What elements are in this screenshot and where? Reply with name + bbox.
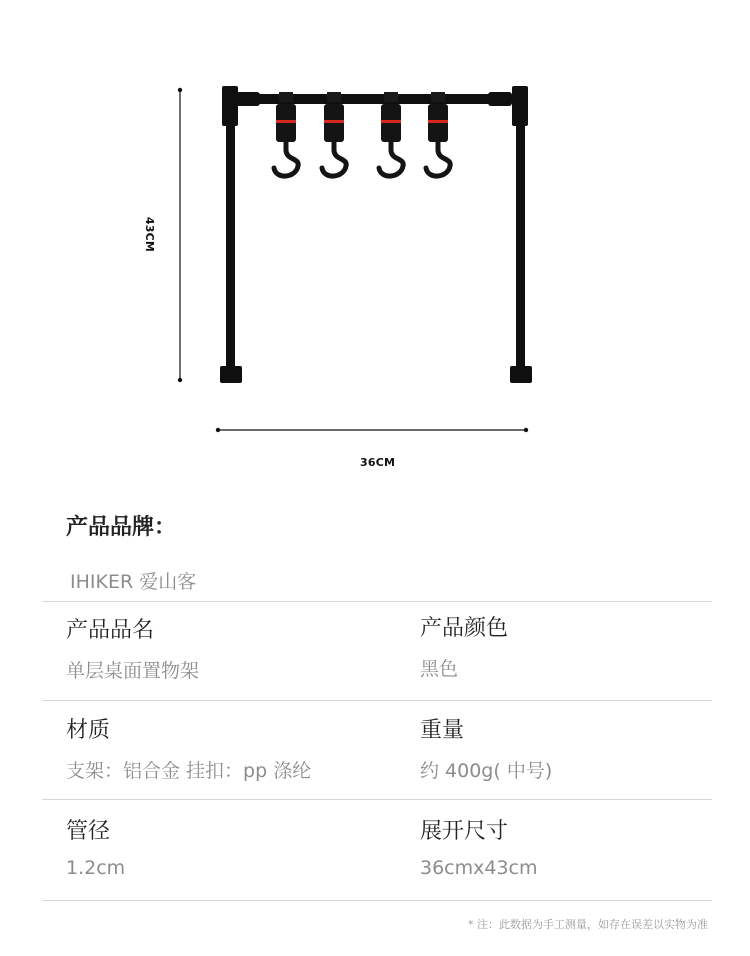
brand-value: IHIKER 爱山客 xyxy=(70,571,197,593)
divider xyxy=(42,700,712,701)
spec-label: 产品颜色 xyxy=(420,616,509,641)
spec-label: 管径 xyxy=(66,819,111,844)
spec-value: 36cmx43cm xyxy=(420,857,538,879)
spec-value: 单层桌面置物架 xyxy=(66,660,200,682)
spec-product-name xyxy=(66,613,366,683)
spec-value: 约 400g( 中号) xyxy=(420,760,553,782)
spec-label: 展开尺寸 xyxy=(420,819,509,844)
spec-label: 材质 xyxy=(66,718,111,743)
hook-4 xyxy=(426,92,450,176)
spec-unfolded-size xyxy=(420,814,720,879)
hook-3 xyxy=(379,92,403,176)
spec-label: 重量 xyxy=(420,718,465,743)
divider xyxy=(42,900,712,901)
spec-tube-diameter xyxy=(66,814,366,879)
hanging-hooks xyxy=(274,92,450,176)
spec-label: 产品品名 xyxy=(66,618,155,643)
measurement-note: * 注：此数据为手工测量，如存在误差以实物为准 xyxy=(468,918,708,931)
brand-section xyxy=(66,510,686,594)
divider xyxy=(42,601,712,602)
spec-material xyxy=(66,713,366,783)
hook-1 xyxy=(274,92,298,176)
rack-frame xyxy=(220,86,532,383)
height-dimension-label: 43CM xyxy=(143,216,157,253)
spec-value: 支架：铝合金 挂扣：pp 涤纶 xyxy=(66,760,312,782)
brand-label: 产品品牌： xyxy=(66,515,177,540)
spec-weight xyxy=(420,713,720,783)
width-dimension-label: 36CM xyxy=(360,456,396,469)
spec-value: 黑色 xyxy=(420,658,459,680)
spec-product-color xyxy=(420,611,720,681)
height-dimension-line xyxy=(178,88,182,382)
hook-2 xyxy=(322,92,346,176)
spec-value: 1.2cm xyxy=(66,857,126,879)
width-dimension-line xyxy=(216,428,528,432)
divider xyxy=(42,799,712,800)
